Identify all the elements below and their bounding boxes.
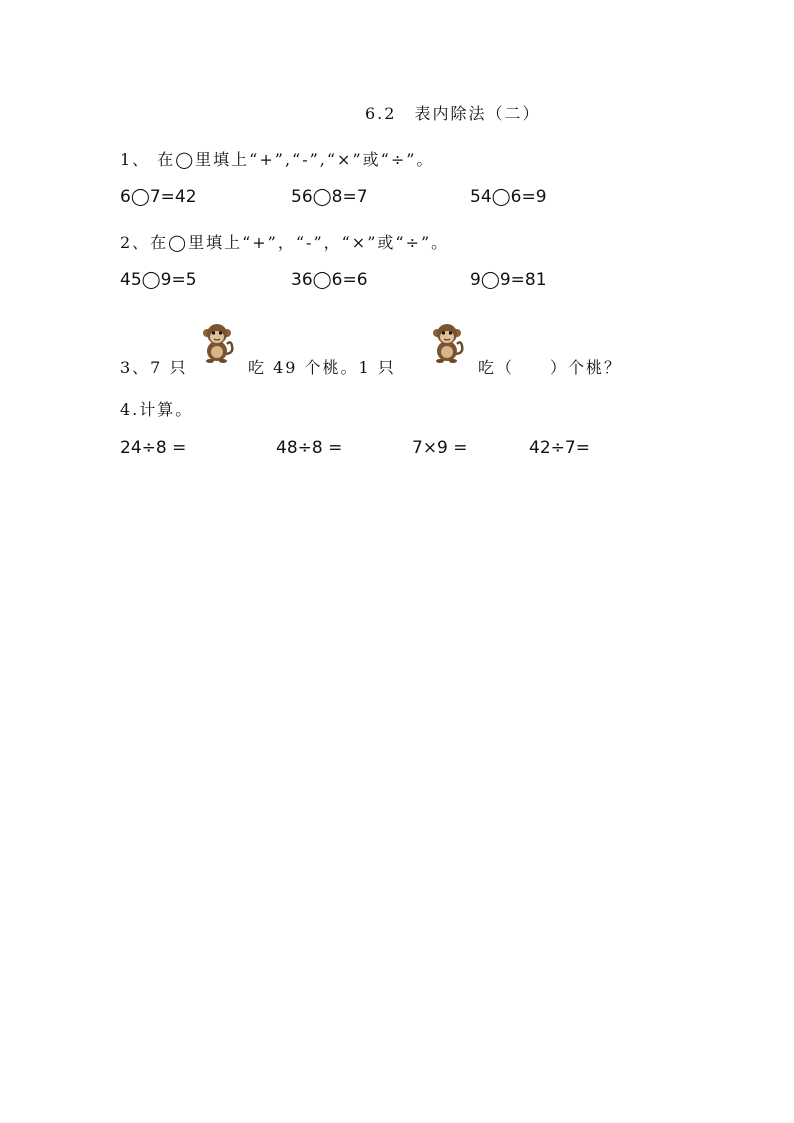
q2-item-3: 9◯9=81 (470, 270, 547, 290)
q4-instruction: 4.计算。 (120, 400, 194, 419)
monkey-icon (198, 320, 236, 364)
q4-item-2: 48÷8 = (276, 438, 343, 458)
q3-text-1: 3、7 只 (120, 358, 188, 377)
q4-item-1: 24÷8 = (120, 438, 187, 458)
worksheet-title: 6.2 表内除法（二） (365, 104, 541, 123)
q1-item-2: 56◯8=7 (291, 187, 368, 207)
q2-item-1: 45◯9=5 (120, 270, 197, 290)
q2-instruction: 2、在◯里填上“+”，“-”，“×”或“÷”。 (120, 233, 450, 252)
q1-item-3: 54◯6=9 (470, 187, 547, 207)
monkey-icon (428, 320, 466, 364)
q1-instruction: 1、 在◯里填上“+”,“-”,“×”或“÷”。 (120, 150, 435, 169)
q2-item-2: 36◯6=6 (291, 270, 368, 290)
q4-item-3: 7×9 = (412, 438, 468, 458)
q4-item-4: 42÷7= (529, 438, 590, 458)
q1-item-1: 6◯7=42 (120, 187, 197, 207)
q3-text-3: 吃（ ）个桃？ (478, 358, 623, 377)
q3-text-2: 吃 49 个桃。1 只 (248, 358, 396, 377)
